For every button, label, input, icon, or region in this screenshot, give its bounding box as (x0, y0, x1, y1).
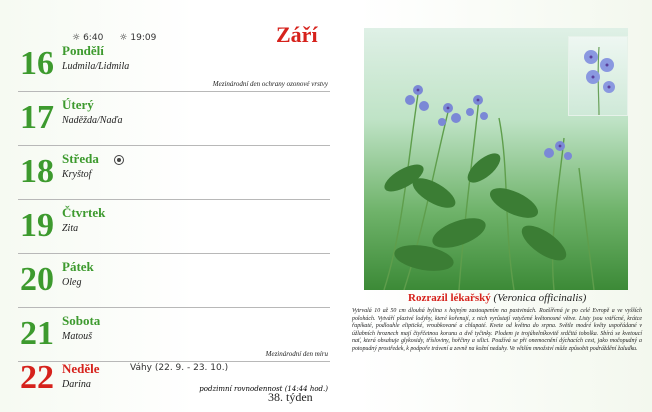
plant-common-name: Rozrazil lékařský (408, 292, 491, 304)
name-day: Kryštof (62, 169, 92, 180)
name-day: Oleg (62, 277, 82, 288)
weekday-name: Čtvrtek (62, 205, 106, 220)
name-day: Darina (62, 379, 91, 390)
sunset-icon: ☼ (119, 33, 128, 43)
name-day: Ludmila/Lidmila (62, 61, 130, 72)
day-row (18, 91, 330, 146)
month-title: Září (276, 22, 318, 47)
day-row (18, 307, 330, 362)
weekday-name: Pondělí (62, 43, 104, 58)
sunrise: ☼ 6:40 (72, 33, 104, 43)
day-row (18, 37, 330, 92)
moon-phase-icon (114, 155, 124, 165)
zodiac-sign: Váhy (22. 9. - 23. 10.) (130, 363, 229, 373)
name-day: Zita (62, 223, 79, 234)
day-number: 19 (20, 207, 54, 244)
flower-detail-inset (568, 36, 628, 116)
day-number: 21 (20, 315, 54, 352)
day-number: 16 (20, 45, 54, 82)
flower-detail-drawing (569, 37, 627, 115)
plant-caption (408, 292, 586, 304)
day-note: Mezinárodní den míru (265, 350, 328, 358)
plant-latin-name: (Veronica officinalis) (493, 292, 587, 304)
day-number: 22 (20, 359, 54, 396)
day-row (18, 145, 330, 200)
weekday-name: Neděle (62, 361, 100, 376)
day-row (18, 199, 330, 254)
weekday-name: Úterý (62, 97, 94, 112)
name-day: Matouš (62, 331, 92, 342)
day-number: 17 (20, 99, 54, 136)
weekday-name: Sobota (62, 313, 101, 328)
weekday-name: Pátek (62, 259, 94, 274)
day-number: 18 (20, 153, 54, 190)
day-note: podzimní rovnodennost (14:44 hod.) (199, 385, 328, 393)
week-number: 38. týden (268, 390, 313, 404)
day-number: 20 (20, 261, 54, 298)
day-row (18, 253, 330, 308)
sunrise-icon: ☼ (72, 33, 81, 43)
name-day: Naděžda/Naďa (62, 115, 123, 126)
weekday-name: Středa (62, 151, 99, 166)
sunset: ☼ 19:09 (119, 33, 157, 43)
day-row (18, 359, 330, 396)
plant-description: Vytrvalá 10 až 50 cm dlouhá bylina s hojným zastoupením na pastvinách. Rozšířená je po celé Evropě a ve vyšších polohách. Vytváří plazivé lodyhy, které kořenují, z nich vyrůstají vztyčené květonosné větve. Listy jsou vstřícné, krátce řapíkaté, podlouhle eliptické, vroubkované a chlupaté. Kvete od května do srpna. Světle modré květy uspořádané v úžlabních hroznech mají čtyřčetnou korunu a dvě tyčinky. Plodem je trojúhelníkovitě srdčitá tobolka. Sbírá se kvetoucí nať, která obsahuje glykosidy, třísloviny, hořčiny a silici. Používá se při onemocnění dýchacích cest, jako močopudný a potopudný prostředek, k podpoře trávení a zevně na kožní neduhy. Ve větším množství může způsobit podráždění žaludku. (352, 308, 642, 352)
day-note: Mezinárodní den ochrany ozonové vrstvy (212, 80, 328, 88)
